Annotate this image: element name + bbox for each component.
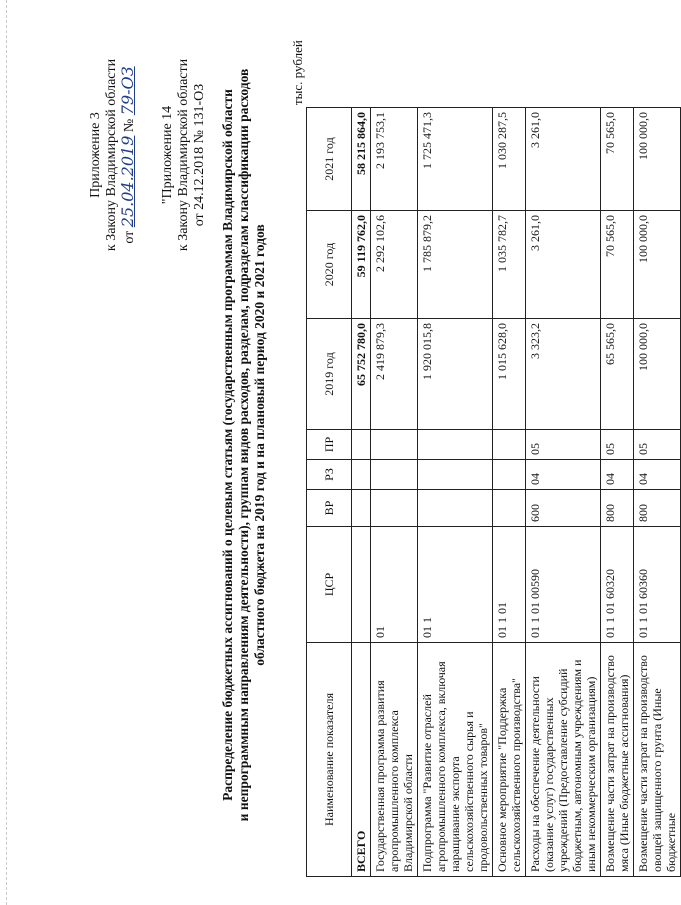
appendix-law: к Закону Владимирской области — [104, 58, 119, 252]
table-header-row — [307, 108, 352, 877]
budget-table — [306, 107, 681, 877]
header-csr: ЦСР — [307, 527, 352, 643]
scan-edge-line — [6, 0, 8, 905]
table-row: Государственная программа развития агропромышленного комплекса Владимирской области 01 2 419 879,3 2 292 102,6 2 193 753,1 — [371, 108, 418, 877]
units-label: тыс. рублей — [290, 40, 305, 105]
header-2020: 2020 год — [307, 211, 352, 319]
handwritten-date: 25.04.2019 — [118, 135, 137, 228]
table-row: Расходы на обеспечение деятельности (оказание услуг) государственных учреждений (Предоставление субсидий бюджетным, автономным учреждениям и иным некоммерческим организациям) 01 1 01 00590 600 04 05 3 323,2 3 261,0 3 261,0 — [526, 108, 601, 877]
header-2021: 2021 год — [307, 108, 352, 211]
header-rz: РЗ — [307, 460, 352, 490]
table-row: Подпрограмма "Развитие отраслей агропромышленного комплекса, включая наращивание экспорта сельскохозяйственного сырья и продовольственных товаров" 01 1 1 920 015,8 1 785 879,2 1 725 471,3 — [418, 108, 493, 877]
document-title: Распределение бюджетных ассигнований о целевым статьям (государственным программам Владимирской области и непрограммным направлениям деятельности), группам видов расходов, разделам, подразделам классификации расходов областного бюджета на 2019 год и на плановый период 2020 и 2021 годов — [220, 68, 267, 822]
appendix-old-header: "Приложение 14 к Закону Владимирской области от 24.12.2018 № 131-ОЗ — [160, 58, 207, 252]
header-vr: ВР — [307, 490, 352, 527]
header-2019: 2019 год — [307, 319, 352, 430]
table-row: Возмещение части затрат на производство овощей защищенного грунта (Иные бюджетные 01 1 01 60360 800 04 05 100 000,0 100 000,0 100 000,0 — [634, 108, 681, 877]
appendix-number: Приложение 3 — [88, 112, 103, 198]
table-row: ВСЕГО 65 752 780,0 59 119 762,0 58 215 864,0 — [352, 108, 371, 877]
handwritten-number: 79-ОЗ — [118, 66, 137, 116]
header-name: Наименование показателя — [307, 643, 352, 877]
header-pr: ПР — [307, 430, 352, 460]
table-row: Возмещение части затрат на производство мяса (Иные бюджетные ассигнования) 01 1 01 60320 800 04 05 65 565,0 70 565,0 70 565,0 — [601, 108, 634, 877]
appendix-header — [88, 30, 138, 280]
appendix-date-line: от 25.04.2019 № 79-ОЗ — [118, 66, 137, 244]
table-row: Основное мероприятие "Поддержка сельскохозяйственного производства" 01 1 01 1 015 628,0 1 035 782,7 1 030 287,5 — [493, 108, 526, 877]
